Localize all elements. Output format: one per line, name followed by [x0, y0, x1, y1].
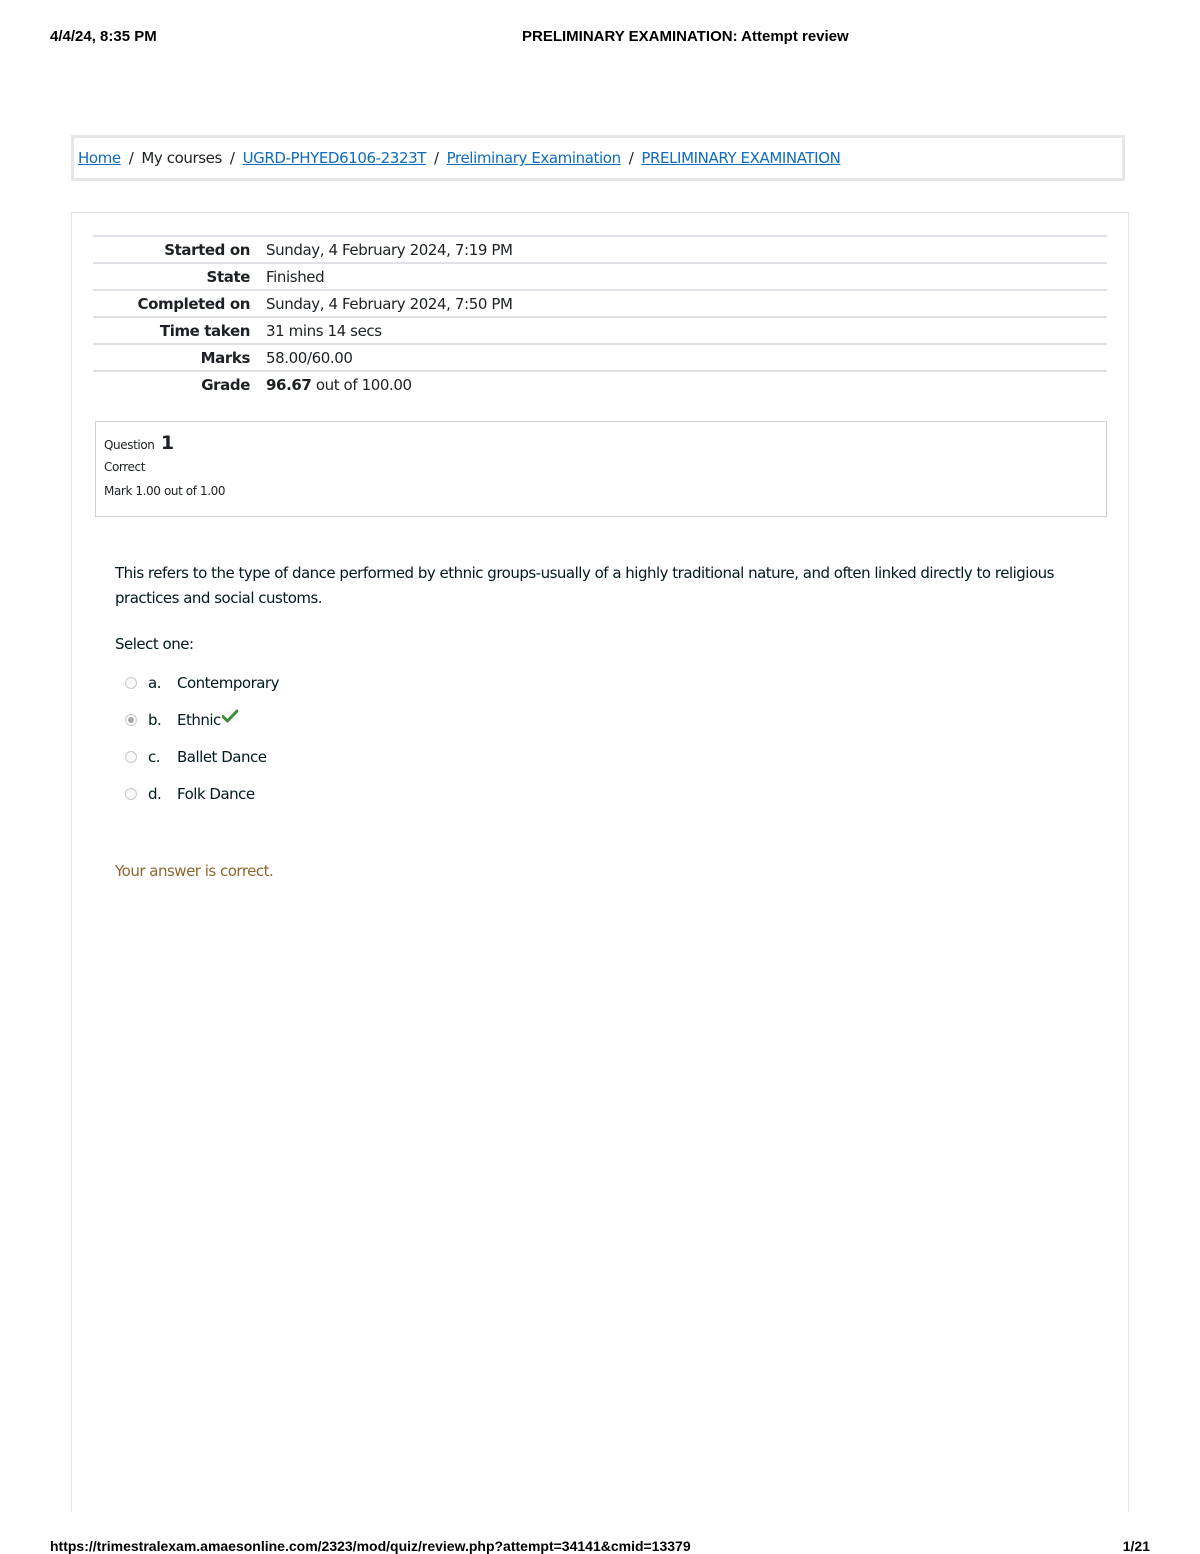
radio-button-selected[interactable] — [125, 714, 137, 726]
question-label: Question — [104, 438, 155, 452]
option-letter: b. — [148, 710, 162, 729]
question-info-box — [95, 421, 1107, 517]
grade-cell — [266, 371, 1107, 397]
summary-label: Time taken — [93, 317, 266, 344]
option-text: Folk Dance — [177, 784, 255, 803]
breadcrumb-home-link[interactable]: Home — [78, 149, 121, 167]
print-url: https://trimestralexam.amaesonline.com/2323/mod/quiz/review.php?attempt=34141&cmid=13379 — [50, 1538, 691, 1554]
summary-label: State — [93, 263, 266, 290]
answer-options — [125, 664, 725, 812]
question-number-line — [104, 432, 1106, 454]
breadcrumb-separator: / — [128, 149, 134, 167]
breadcrumb-course-link[interactable]: UGRD-PHYED6106-2323T — [242, 149, 426, 167]
question-number: 1 — [160, 432, 174, 454]
question-mark: Mark 1.00 out of 1.00 — [104, 484, 226, 498]
print-title: PRELIMINARY EXAMINATION: Attempt review — [522, 28, 849, 45]
breadcrumb-section-link[interactable]: Preliminary Examination — [446, 149, 621, 167]
breadcrumb-separator: / — [434, 149, 439, 167]
option-text: Ballet Dance — [177, 747, 267, 766]
answer-option-b[interactable] — [125, 701, 725, 738]
grade-suffix: out of 100.00 — [311, 375, 412, 394]
option-text: Ethnic — [177, 710, 221, 729]
option-text: Contemporary — [177, 673, 279, 692]
summary-row — [93, 317, 1107, 344]
summary-row — [93, 344, 1107, 371]
summary-value: 31 mins 14 secs — [266, 317, 1107, 344]
summary-value: Sunday, 4 February 2024, 7:50 PM — [266, 290, 1107, 317]
answer-prompt: Select one: — [115, 635, 194, 653]
question-state: Correct — [104, 460, 145, 474]
print-datetime: 4/4/24, 8:35 PM — [50, 28, 157, 45]
breadcrumb-my-courses: My courses — [141, 149, 222, 167]
correct-check-icon — [222, 709, 238, 723]
breadcrumb-quiz-link[interactable]: PRELIMINARY EXAMINATION — [641, 149, 841, 167]
summary-row-grade — [93, 371, 1107, 397]
option-letter: c. — [148, 747, 161, 766]
print-page-number: 1/21 — [1122, 1538, 1150, 1554]
attempt-summary-table — [93, 235, 1107, 397]
radio-button[interactable] — [125, 677, 137, 689]
summary-row — [93, 290, 1107, 317]
question-text: This refers to the type of dance performed by ethnic groups-usually of a highly traditional nature, and often linked directly to religious practices and social customs. — [115, 564, 1054, 607]
grade-value: 96.67 — [266, 375, 312, 394]
summary-value: Sunday, 4 February 2024, 7:19 PM — [266, 236, 1107, 263]
radio-button[interactable] — [125, 788, 137, 800]
breadcrumb-separator: / — [628, 149, 634, 167]
answer-option-c[interactable] — [125, 738, 725, 775]
answer-option-a[interactable] — [125, 664, 725, 701]
answer-feedback: Your answer is correct. — [115, 862, 274, 880]
summary-label: Started on — [93, 236, 266, 263]
summary-row — [93, 236, 1107, 263]
print-footer — [50, 1538, 1150, 1554]
summary-label: Completed on — [93, 290, 266, 317]
breadcrumb — [71, 135, 1125, 181]
option-letter: a. — [148, 673, 161, 692]
radio-button[interactable] — [125, 751, 137, 763]
grade-label: Grade — [93, 371, 266, 397]
breadcrumb-separator: / — [229, 149, 235, 167]
summary-value: 58.00/60.00 — [266, 344, 1107, 371]
option-letter: d. — [148, 784, 162, 803]
summary-label: Marks — [93, 344, 266, 371]
summary-value: Finished — [266, 263, 1107, 290]
summary-row — [93, 263, 1107, 290]
answer-option-d[interactable] — [125, 775, 725, 812]
